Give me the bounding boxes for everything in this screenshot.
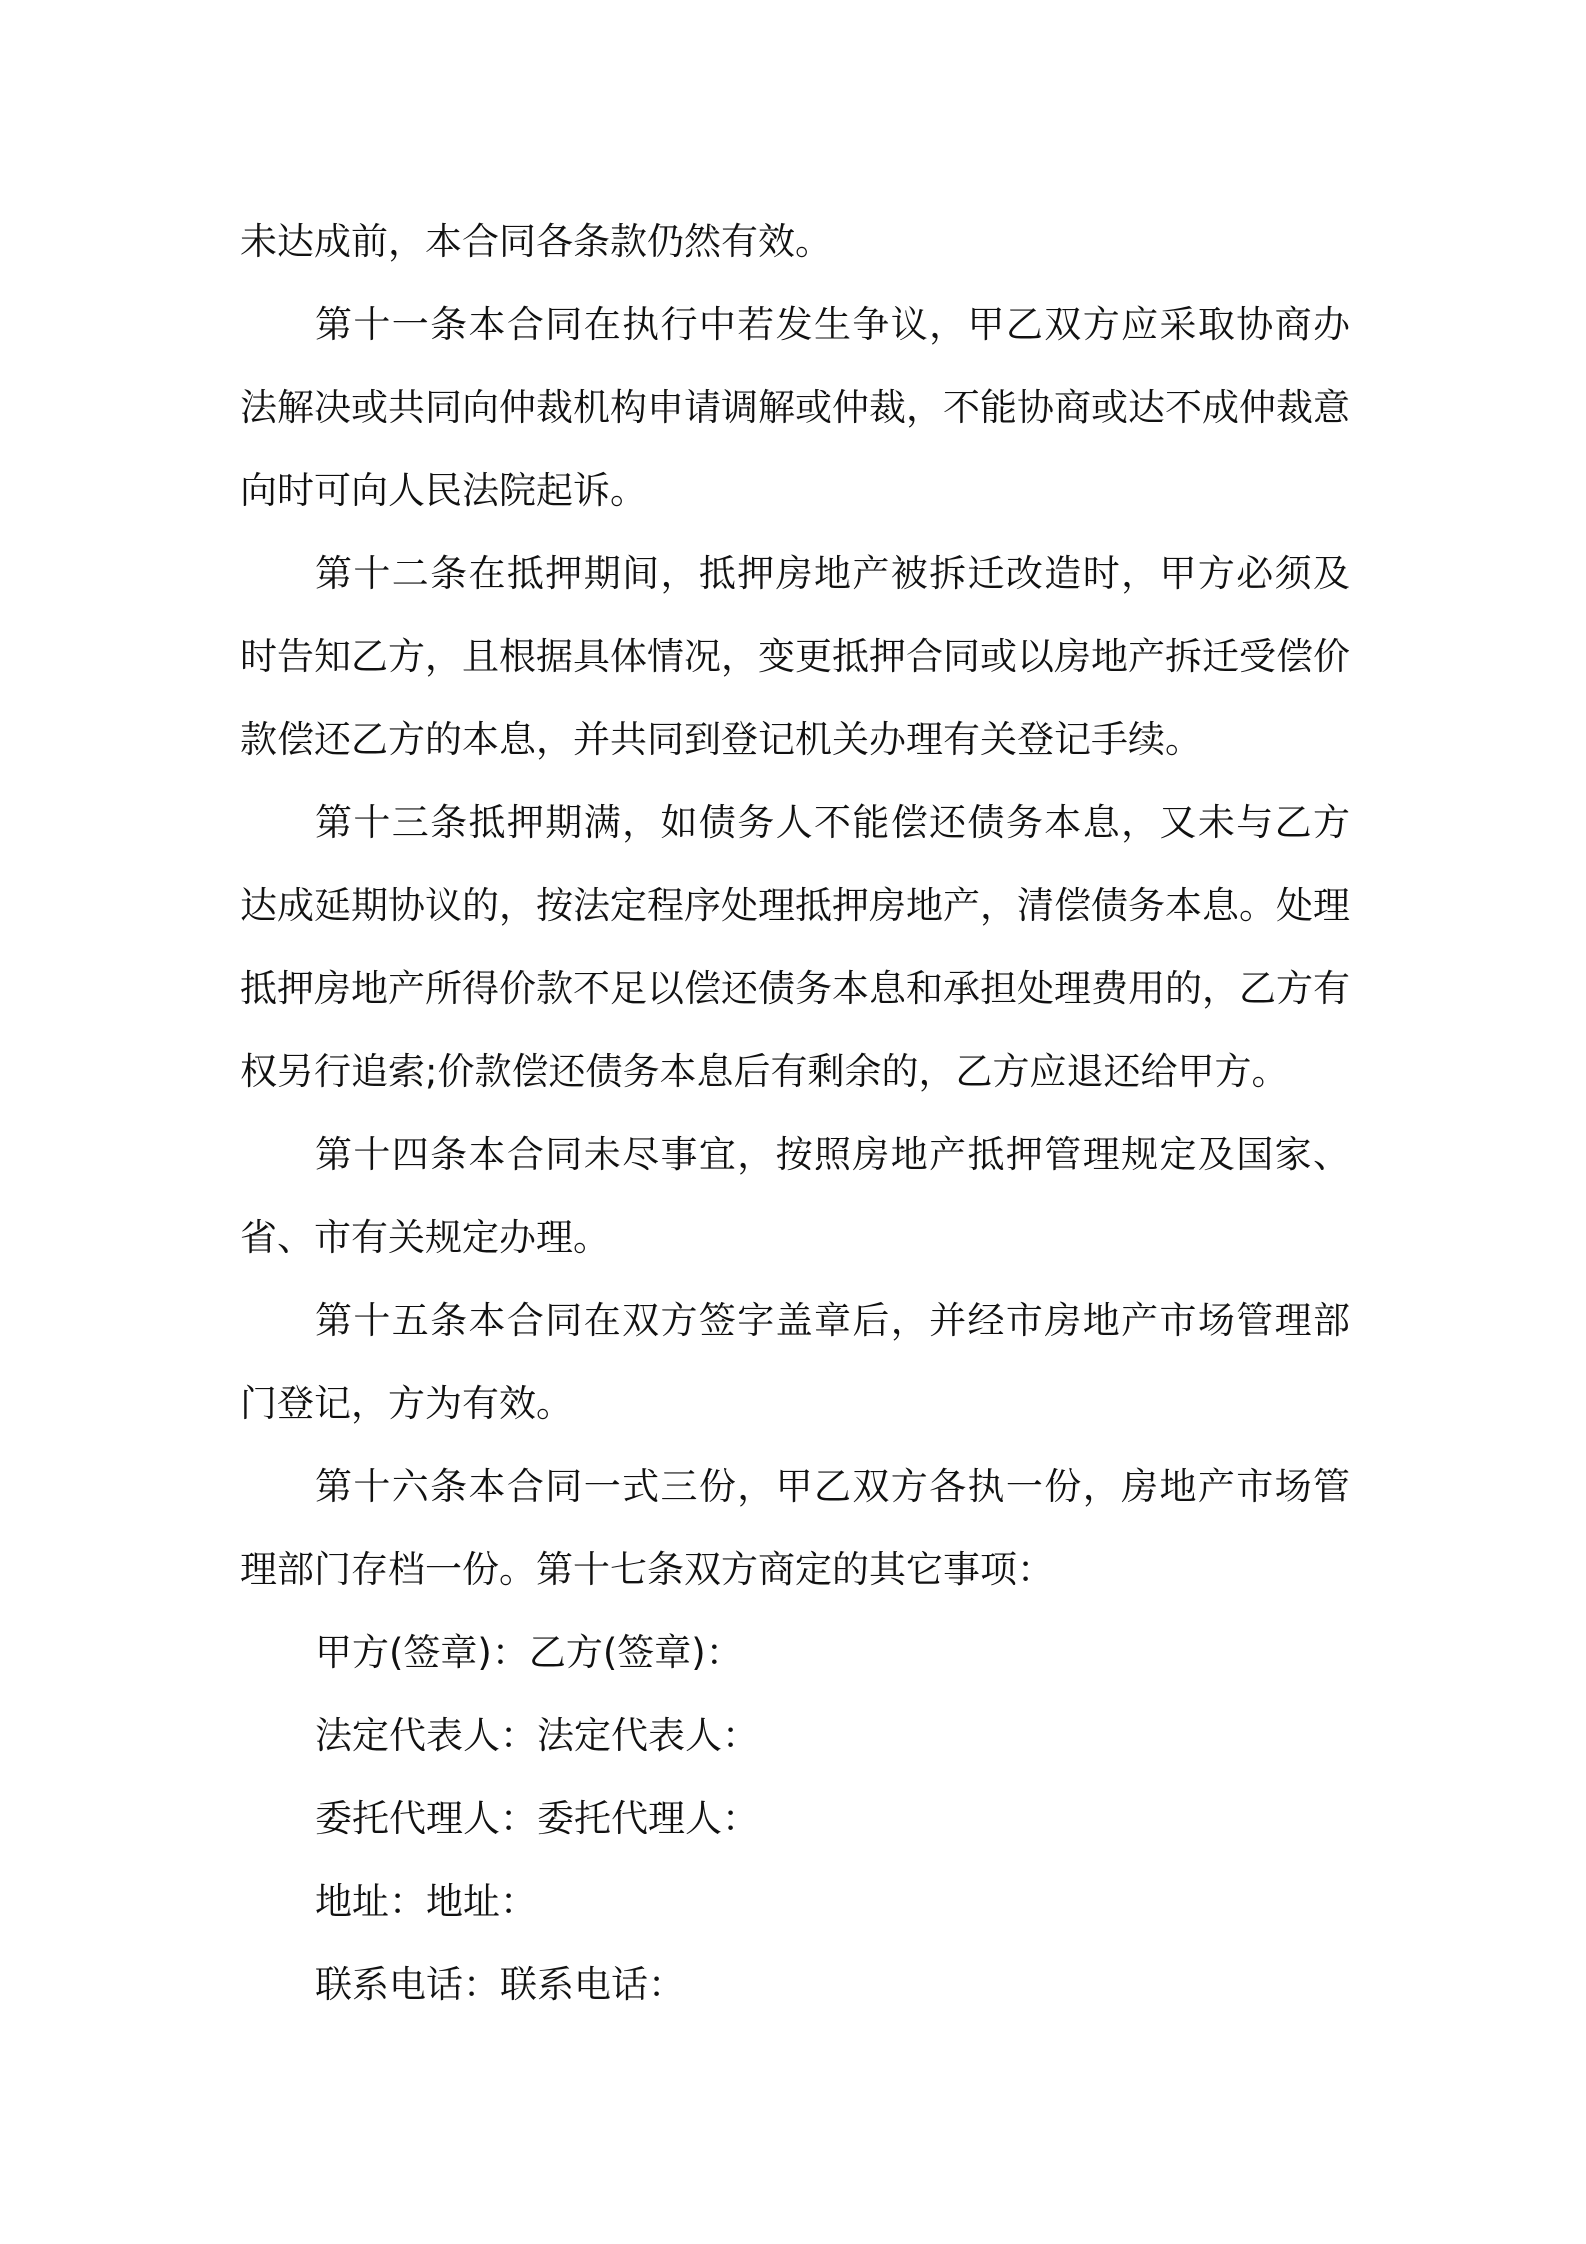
paragraph-article-13: 第十三条抵押期满，如债务人不能偿还债务本息，又未与乙方达成延期协议的，按法定程序处理抵押房地产，清偿债务本息。处理抵押房地产所得价款不足以偿还债务本息和承担处理费用的，乙方有权另行追索;价款偿还债务本息后有剩余的，乙方应退还给甲方。 [240, 801, 1350, 1093]
paragraph-article-11: 第十一条本合同在执行中若发生争议，甲乙双方应采取协商办法解决或共同向仲裁机构申请调解或仲裁，不能协商或达不成仲裁意向时可向人民法院起诉。 [240, 303, 1350, 512]
signature-line-address: 地址：地址： [315, 1880, 537, 1923]
signature-line-agent: 委托代理人：委托代理人： [315, 1797, 759, 1840]
paragraph-article-16-17: 第十六条本合同一式三份，甲乙双方各执一份，房地产市场管理部门存档一份。第十七条双方商定的其它事项： [240, 1465, 1350, 1591]
paragraph-article-12: 第十二条在抵押期间，抵押房地产被拆迁改造时，甲方必须及时告知乙方，且根据具体情况，变更抵押合同或以房地产拆迁受偿价款偿还乙方的本息，并共同到登记机关办理有关登记手续。 [240, 552, 1350, 761]
signature-line-phone: 联系电话：联系电话： [315, 1963, 685, 2006]
signature-line-seal: 甲方(签章)：乙方(签章)： [315, 1631, 743, 1674]
paragraph-continuation: 未达成前，本合同各条款仍然有效。 [240, 220, 832, 263]
document-body [240, 200, 1350, 2026]
signature-line-legal-representative: 法定代表人：法定代表人： [315, 1714, 759, 1757]
paragraph-article-14: 第十四条本合同未尽事宜，按照房地产抵押管理规定及国家、省、市有关规定办理。 [240, 1133, 1350, 1259]
paragraph-article-15: 第十五条本合同在双方签字盖章后，并经市房地产市场管理部门登记，方为有效。 [240, 1299, 1350, 1425]
